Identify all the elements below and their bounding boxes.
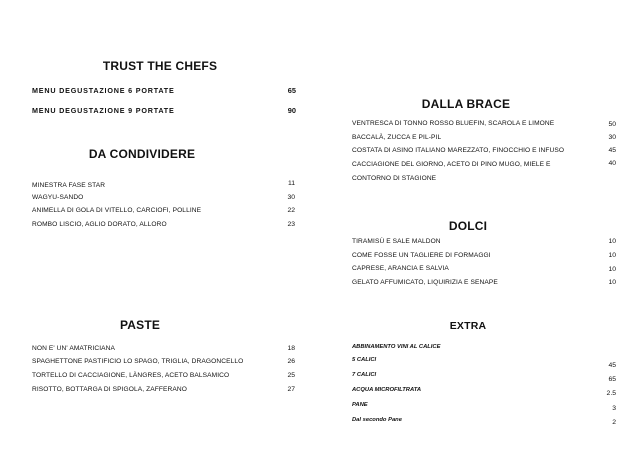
- menu-item-name: COME FOSSE UN TAGLIERE DI FORMAGGI: [352, 252, 491, 259]
- menu-item-name: TIRAMISÙ E SALE MALDON: [352, 238, 441, 245]
- menu-item-price: 2: [612, 419, 616, 426]
- menu-item-price: 23: [287, 221, 295, 228]
- menu-item-price: 11: [287, 180, 295, 187]
- menu-item-name: NON E' UN' AMATRICIANA: [32, 345, 115, 352]
- section-title-dolci: DOLCI: [448, 219, 488, 233]
- section-title-extra: EXTRA: [449, 320, 487, 332]
- menu-item-price: 40: [608, 160, 616, 167]
- menu-item-name: GELATO AFFUMICATO, LIQUIRIZIA E SENAPE: [352, 279, 498, 286]
- menu-item-price: 2.5: [606, 390, 616, 397]
- section-title-paste: PASTE: [119, 318, 161, 332]
- menu-item-price: 10: [608, 238, 616, 245]
- menu-item-price: 45: [608, 147, 616, 154]
- menu-item-name: CONTORNO DI STAGIONE: [352, 175, 437, 182]
- menu-item-price: 45: [608, 362, 616, 369]
- section-title-da-condividere: DA CONDIVIDERE: [88, 147, 196, 161]
- menu-item-price: 22: [287, 207, 295, 214]
- menu-item-name: RISOTTO, BOTTARGA DI SPIGOLA, ZAFFERANO: [32, 386, 187, 393]
- section-title-trust-the-chefs: TRUST THE CHEFS: [102, 59, 218, 73]
- menu-item-price: 18: [287, 345, 295, 352]
- menu-item-name: CAPRESE, ARANCIA E SALVIA: [352, 265, 449, 272]
- menu-item-name: MENU DEGUSTAZIONE 9 PORTATE: [32, 106, 175, 115]
- menu-item-name: 5 CALICI: [352, 357, 377, 363]
- menu-item-name: ACQUA MICROFILTRATA: [352, 387, 422, 393]
- menu-item-price: 50: [608, 121, 616, 128]
- menu-item-name: ROMBO LISCIO, AGLIO DORATO, ALLORO: [32, 221, 167, 228]
- menu-item-name: BACCALÀ, ZUCCA E PIL-PIL: [352, 134, 442, 141]
- menu-item-price: 27: [287, 386, 295, 393]
- menu-item-price: 65: [287, 86, 296, 95]
- menu-item-name: ANIMELLA DI GOLA DI VITELLO, CARCIOFI, POLLINE: [32, 207, 202, 214]
- menu-item-name: MINESTRA FASE STAR: [32, 182, 106, 189]
- menu-item-name: Dal secondo Pane: [352, 417, 402, 423]
- menu-item-price: 30: [608, 134, 616, 141]
- section-title-dalla-brace: DALLA BRACE: [421, 97, 511, 111]
- menu-item-price: 90: [287, 106, 296, 115]
- menu-item-name: 7 CALICI: [352, 372, 377, 378]
- menu-item-name: MENU DEGUSTAZIONE 6 PORTATE: [32, 86, 175, 95]
- menu-item-price: 3: [612, 405, 616, 412]
- menu-item-name: SPAGHETTONE PASTIFICIO LO SPAGO, TRIGLIA, DRAGONCELLO: [32, 358, 244, 365]
- menu-item-name: ABBINAMENTO VINI AL CALICE: [352, 344, 441, 350]
- menu-item-name: COSTATA DI ASINO ITALIANO MAREZZATO, FINOCCHIO E INFUSO: [352, 147, 565, 154]
- menu-item-price: 10: [608, 266, 616, 273]
- menu-item-name: WAGYU-SANDO: [32, 194, 84, 201]
- menu-item-price: 10: [608, 279, 616, 286]
- menu-item-name: TORTELLO DI CACCIAGIONE, LÀNGRES, ACETO BALSAMICO: [32, 372, 230, 379]
- menu-item-price: 10: [608, 252, 616, 259]
- menu-item-name: VENTRESCA DI TONNO ROSSO BLUEFIN, SCAROLA E LIMONE: [352, 120, 555, 127]
- menu-item-price: 26: [287, 358, 295, 365]
- menu-item-name: PANE: [352, 402, 368, 408]
- menu-item-name: CACCIAGIONE DEL GIORNO, ACETO DI PINO MUGO, MIELE E: [352, 161, 551, 168]
- menu-item-price: 30: [287, 194, 295, 201]
- menu-item-price: 25: [287, 372, 295, 379]
- menu-item-price: 65: [608, 376, 616, 383]
